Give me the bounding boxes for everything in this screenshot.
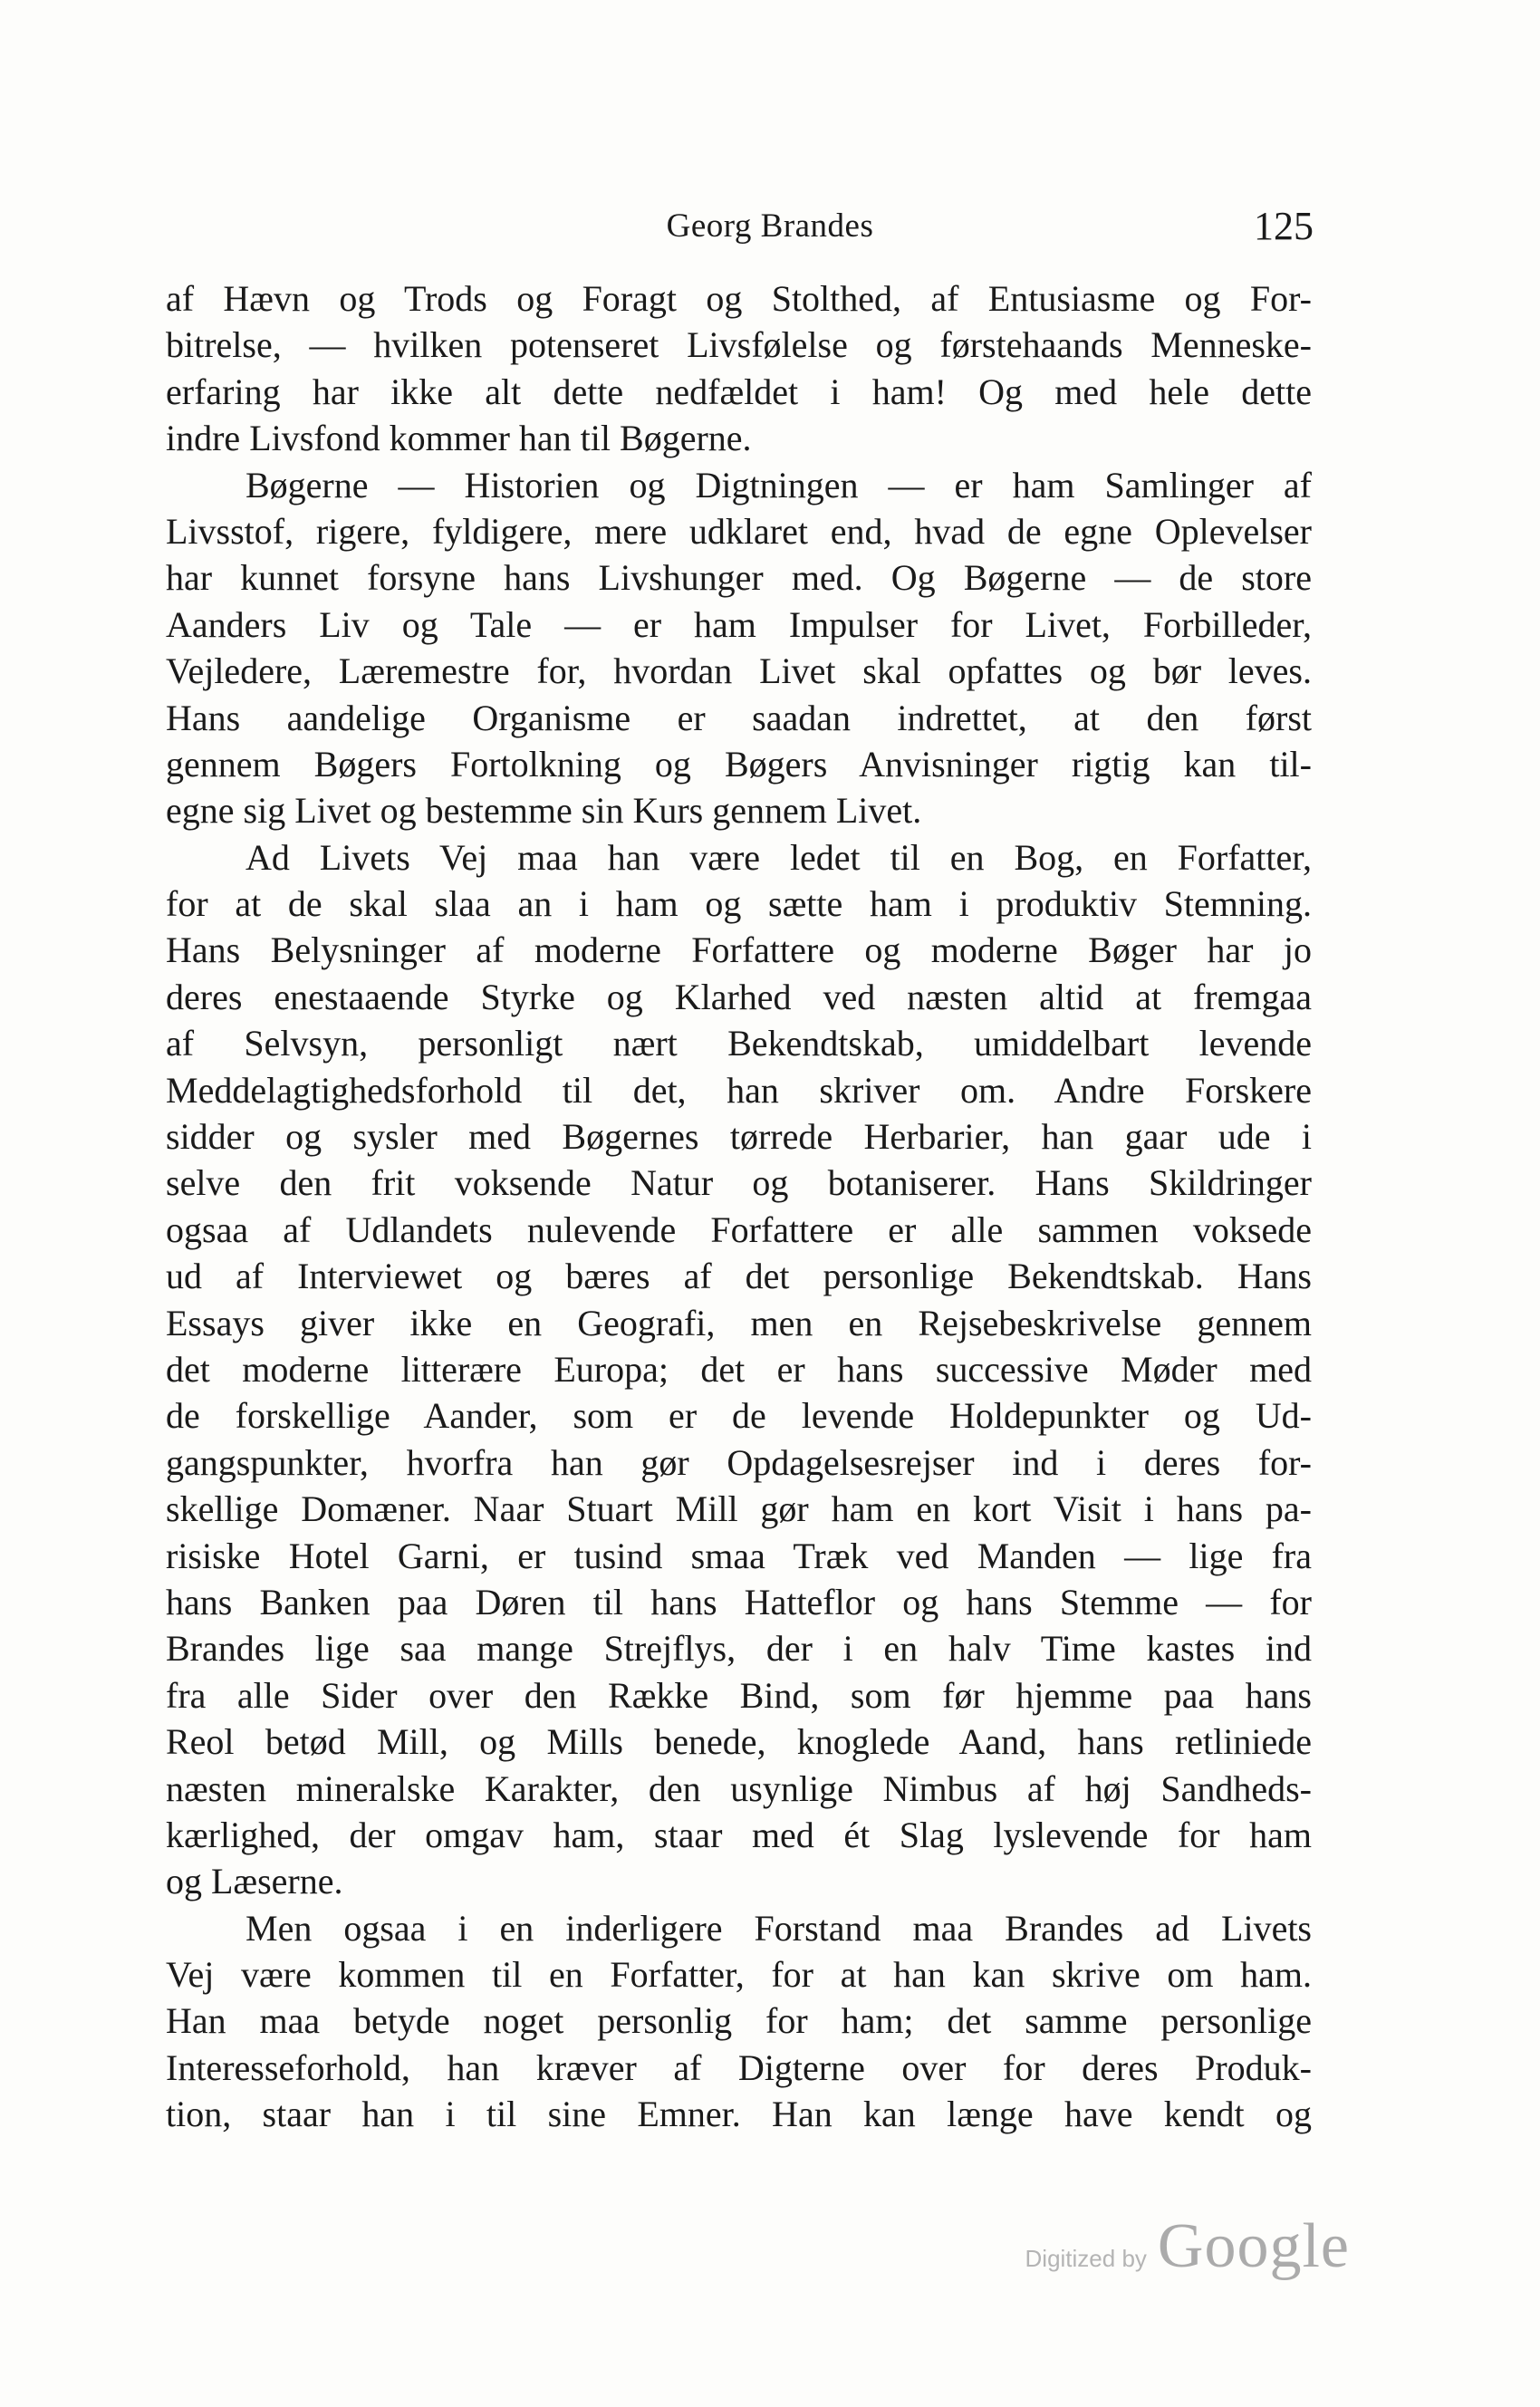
text-line: gennem Bøgers Fortolkning og Bøgers Anvisninger rigtig kan til- xyxy=(166,743,1312,785)
text-line: ud af Interviewet og bæres af det personlige Bekendtskab. Hans xyxy=(166,1256,1312,1297)
running-head xyxy=(0,204,1540,252)
page-number: 125 xyxy=(1254,204,1314,248)
text-line: selve den frit voksende Natur og botaniserer. Hans Skildringer xyxy=(166,1162,1312,1204)
text-line: deres enestaaende Styrke og Klarhed ved næsten altid at fremgaa xyxy=(166,976,1312,1017)
text-line: Ad Livets Vej maa han være ledet til en Bog, en Forfatter, xyxy=(245,836,1312,878)
text-line: kærlighed, der omgav ham, staar med ét Slag lyslevende for ham xyxy=(166,1814,1312,1855)
text-line: egne sig Livet og bestemme sin Kurs gennem Livet. xyxy=(166,790,922,832)
text-line: Interesseforhold, han kræver af Digterne over for deres Produk- xyxy=(166,2046,1312,2088)
text-line: Aanders Liv og Tale — er ham Impulser for Livet, Forbilleder, xyxy=(166,603,1312,645)
text-line: af Selvsyn, personligt nært Bekendtskab, umiddelbart levende xyxy=(166,1023,1312,1064)
text-line: Hans Belysninger af moderne Forfattere og moderne Bøger har jo xyxy=(166,929,1312,971)
text-line: det moderne litterære Europa; det er hans successive Møder med xyxy=(166,1348,1312,1390)
text-line: Livsstof, rigere, fyldigere, mere udklaret end, hvad de egne Oplevelser xyxy=(166,510,1312,552)
text-line: Hans aandelige Organisme er saadan indrettet, at den først xyxy=(166,697,1312,738)
text-line: risiske Hotel Garni, er tusind smaa Træk ved Manden — lige fra xyxy=(166,1535,1312,1576)
text-line: Vej være kommen til en Forfatter, for at han kan skrive om ham. xyxy=(166,1954,1312,1996)
text-line: og Læserne. xyxy=(166,1861,343,1902)
text-line: skellige Domæner. Naar Stuart Mill gør ham en kort Visit i hans pa- xyxy=(166,1488,1312,1530)
text-line: de forskellige Aander, som er de levende Holdepunkter og Ud- xyxy=(166,1395,1312,1437)
text-line: Men ogsaa i en inderligere Forstand maa Brandes ad Livets xyxy=(245,1907,1312,1949)
text-line: af Hævn og Trods og Foragt og Stolthed, af Entusiasme og For- xyxy=(166,278,1312,319)
text-line: tion, staar han i til sine Emner. Han kan længe have kendt og xyxy=(166,2094,1312,2135)
text-line: gangspunkter, hvorfra han gør Opdagelsesrejser ind i deres for- xyxy=(166,1441,1312,1483)
text-line: Brandes lige saa mange Strejflys, der i en halv Time kastes ind xyxy=(166,1628,1312,1670)
text-line: Han maa betyde noget personlig for ham; det samme personlige xyxy=(166,2000,1312,2042)
text-line: indre Livsfond kommer han til Bøgerne. xyxy=(166,418,752,459)
text-line: Reol betød Mill, og Mills benede, knoglede Aand, hans retliniede xyxy=(166,1721,1312,1763)
text-line: fra alle Sider over den Række Bind, som før hjemme paa hans xyxy=(166,1674,1312,1716)
text-line: for at de skal slaa an i ham og sætte ham i produktiv Stemning. xyxy=(166,883,1312,925)
text-line: Essays giver ikke en Geografi, men en Rejsebeskrivelse gennem xyxy=(166,1302,1312,1343)
text-line: bitrelse, — hvilken potenseret Livsfølelse og førstehaands Menneske- xyxy=(166,324,1312,366)
text-line: ogsaa af Udlandets nulevende Forfattere er alle sammen voksede xyxy=(166,1208,1312,1250)
digitized-watermark xyxy=(1025,2210,1350,2292)
text-line: Vejledere, Læremestre for, hvordan Livet skal opfattes og bør leves. xyxy=(166,650,1312,692)
body-text xyxy=(166,275,1312,2138)
digitized-label: Digitized by xyxy=(1025,2245,1147,2272)
running-title: Georg Brandes xyxy=(666,207,874,245)
text-line: erfaring har ikke alt dette nedfældet i ham! Og med hele dette xyxy=(166,371,1312,412)
text-line: Bøgerne — Historien og Digtningen — er ham Samlinger af xyxy=(245,464,1312,505)
text-line: sidder og sysler med Bøgernes tørrede Herbarier, han gaar ude i xyxy=(166,1116,1312,1158)
text-line: har kunnet forsyne hans Livshunger med. Og Bøgerne — de store xyxy=(166,557,1312,599)
text-line: Meddelagtighedsforhold til det, han skriver om. Andre Forskere xyxy=(166,1069,1312,1111)
text-line: næsten mineralske Karakter, den usynlige Nimbus af høj Sandheds- xyxy=(166,1767,1312,1809)
google-logo: Google xyxy=(1157,2211,1350,2281)
text-line: hans Banken paa Døren til hans Hatteflor og hans Stemme — for xyxy=(166,1581,1312,1622)
